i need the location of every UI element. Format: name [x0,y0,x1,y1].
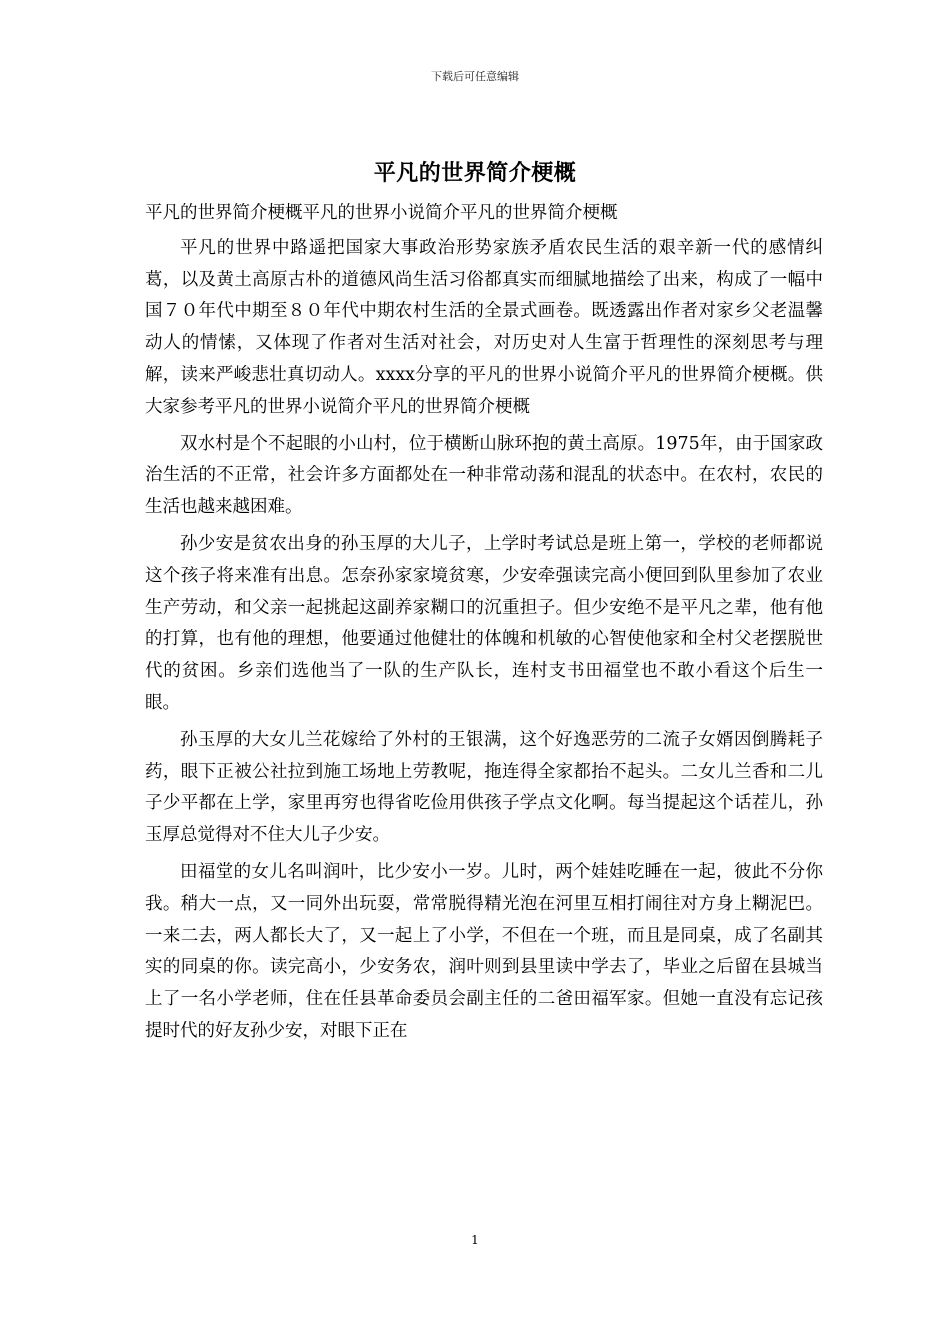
page-number: 1 [471,1233,479,1247]
paragraph: 孙少安是贫农出身的孙玉厚的大儿子，上学时考试总是班上第一，学校的老师都说这个孩子将来准有出息。怎奈孙家家境贫寒，少安牵强读完高小便回到队里参加了农业生产劳动，和父亲一起挑起这副养家糊口的沉重担子。但少安绝不是平凡之辈，他有他的打算，也有他的理想，他要通过他健壮的体魄和机敏的心智使他家和全村父老摆脱世代的贫困。乡亲们选他当了一队的生产队长，连村支书田福堂也不敢小看这个后生一眼。 [145,533,823,713]
document-title: 平凡的世界简介梗概 [373,160,577,186]
paragraph: 孙玉厚的大女儿兰花嫁给了外村的王银满，这个好逸恶劳的二流子女婿因倒腾耗子药，眼下正被公社拉到施工场地上劳教呢，拖连得全家都抬不起头。二女儿兰香和二儿子少平都在上学，家里再穷也得省吃俭用供孩子学点文化啊。每当提起这个话茬儿，孙玉厚总觉得对不住大儿子少安。 [145,729,823,846]
header-note: 下载后可任意编辑 [431,70,519,83]
paragraph: 平凡的世界中路遥把国家大事政治形势家族矛盾农民生活的艰辛新一代的感情纠葛，以及黄土高原古朴的道德风尚生活习俗都真实而细腻地描绘了出来，构成了一幅中国７０年代中期至８０年代中期农村生活的全景式画卷。既透露出作者对家乡父老温馨动人的情愫，又体现了作者对生活对社会，对历史对人生富于哲理性的深刻思考与理解，读来严峻悲壮真切动人。xxxx分享的平凡的世界小说简介平凡的世界简介梗概。供大家参考平凡的世界小说简介平凡的世界简介梗概 [145,237,823,417]
document-body [145,198,823,1053]
paragraph: 田福堂的女儿名叫润叶，比少安小一岁。儿时，两个娃娃吃睡在一起，彼此不分你我。稍大一点，又一同外出玩耍，常常脱得精光泡在河里互相打闹往对方身上糊泥巴。一来二去，两人都长大了，又一起上了小学，不但在一个班，而且是同桌，成了名副其实的同桌的你。读完高小，少安务农，润叶则到县里读中学去了，毕业之后留在县城当上了一名小学老师，住在任县革命委员会副主任的二爸田福军家。但她一直没有忘记孩提时代的好友孙少安，对眼下正在 [145,861,823,1041]
paragraph: 双水村是个不起眼的小山村，位于横断山脉环抱的黄土高原。1975年，由于国家政治生活的不正常，社会许多方面都处在一种非常动荡和混乱的状态中。在农村，农民的生活也越来越困难。 [145,433,823,518]
document-subtitle: 平凡的世界简介梗概平凡的世界小说简介平凡的世界简介梗概 [145,203,618,223]
